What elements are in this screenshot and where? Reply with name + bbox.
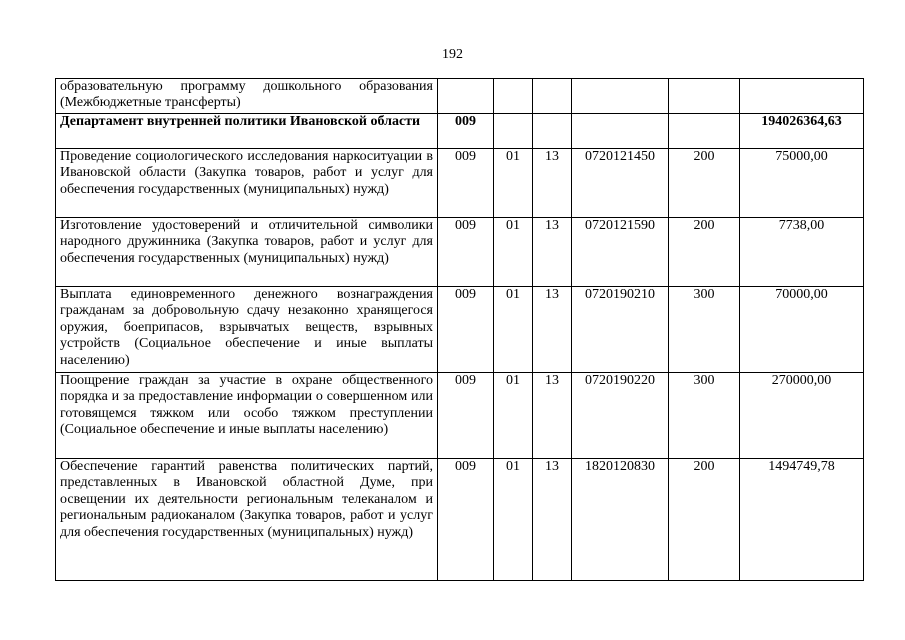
table-row [56, 373, 864, 459]
row-section: 01 [494, 218, 533, 287]
row-expense-type [669, 79, 740, 114]
row-amount: 70000,00 [740, 287, 864, 373]
row-subsection: 13 [533, 459, 572, 581]
row-expense-type: 200 [669, 459, 740, 581]
table-row [56, 459, 864, 581]
row-target-code: 0720190220 [572, 373, 669, 459]
row-name: Поощрение граждан за участие в охране общественного порядка и за предоставление информации о совершенном или готовящемся тяжком или особо тяжком преступлении (Социальное обеспечение и иные выплаты населению) [56, 373, 438, 459]
row-expense-type: 200 [669, 149, 740, 218]
row-subsection: 13 [533, 373, 572, 459]
table-row [56, 79, 864, 114]
row-amount: 75000,00 [740, 149, 864, 218]
row-amount: 270000,00 [740, 373, 864, 459]
row-section: 01 [494, 287, 533, 373]
table-row [56, 149, 864, 218]
page-number: 192 [442, 47, 463, 62]
row-target-code: 0720190210 [572, 287, 669, 373]
table-row [56, 218, 864, 287]
row-name: Обеспечение гарантий равенства политических партий, представленных в Ивановской областной Думе, при освещении их деятельности региональным телеканалом и региональным радиоканалом (Закупка товаров, работ и услуг для обеспечения государственных (муниципальных) нужд) [56, 459, 438, 581]
row-section: 01 [494, 373, 533, 459]
row-admin-code [438, 79, 494, 114]
row-expense-type: 300 [669, 373, 740, 459]
row-target-code [572, 79, 669, 114]
row-amount: 7738,00 [740, 218, 864, 287]
row-amount: 1494749,78 [740, 459, 864, 581]
row-section: 01 [494, 149, 533, 218]
row-name: Изготовление удостоверений и отличительной символики народного дружинника (Закупка товаров, работ и услуг для обеспечения государственных (муниципальных) нужд) [56, 218, 438, 287]
row-name: Департамент внутренней политики Ивановской области [56, 114, 438, 149]
row-amount [740, 79, 864, 114]
row-expense-type: 200 [669, 218, 740, 287]
row-subsection [533, 79, 572, 114]
row-admin-code: 009 [438, 149, 494, 218]
row-subsection [533, 114, 572, 149]
row-admin-code: 009 [438, 218, 494, 287]
row-section [494, 114, 533, 149]
row-expense-type [669, 114, 740, 149]
row-target-code: 0720121450 [572, 149, 669, 218]
row-subsection: 13 [533, 218, 572, 287]
row-name: образовательную программу дошкольного образования (Межбюджетные трансферты) [56, 79, 438, 114]
row-target-code: 0720121590 [572, 218, 669, 287]
row-admin-code: 009 [438, 287, 494, 373]
row-admin-code: 009 [438, 459, 494, 581]
row-subsection: 13 [533, 149, 572, 218]
row-expense-type: 300 [669, 287, 740, 373]
table-row [56, 114, 864, 149]
row-subsection: 13 [533, 287, 572, 373]
row-name: Выплата единовременного денежного вознаграждения гражданам за добровольную сдачу незаконно хранящегося оружия, боеприпасов, взрывчатых веществ, взрывных устройств (Социальное обеспечение и иные выплаты населению) [56, 287, 438, 373]
row-section [494, 79, 533, 114]
row-admin-code: 009 [438, 114, 494, 149]
row-admin-code: 009 [438, 373, 494, 459]
table-row [56, 287, 864, 373]
row-name: Проведение социологического исследования наркоситуации в Ивановской области (Закупка товаров, работ и услуг для обеспечения государственных (муниципальных) нужд) [56, 149, 438, 218]
row-section: 01 [494, 459, 533, 581]
budget-table [55, 78, 864, 581]
row-target-code [572, 114, 669, 149]
row-target-code: 1820120830 [572, 459, 669, 581]
row-amount: 194026364,63 [740, 114, 864, 149]
